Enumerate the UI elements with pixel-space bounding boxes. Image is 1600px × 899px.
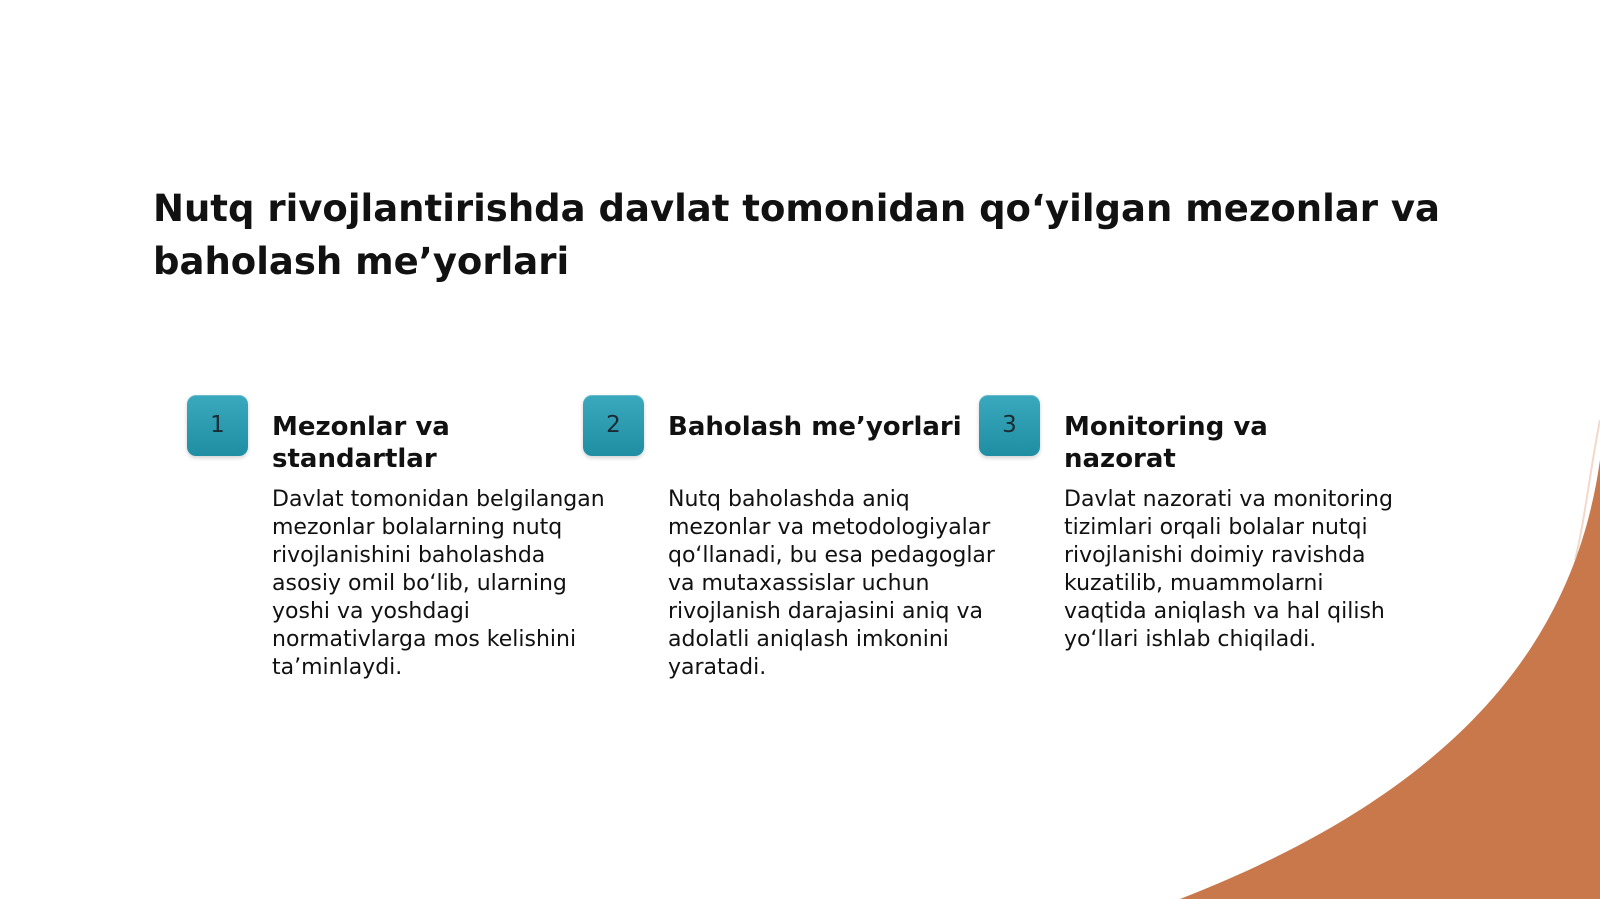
card-title-3: Monitoring va nazorat — [1064, 412, 1268, 474]
card-text-3: Davlat nazorati va monitoring tizimlari orqali bolalar nutqi rivojlanishi doimiy ravishda kuzatilib, muammolarni vaqtida aniqlash va hal qilish yo‘llari ishlab chiqiladi. — [1064, 487, 1393, 652]
card-title-2: Baholash me’yorlari — [668, 412, 962, 442]
card-title-1: Mezonlar va standartlar — [272, 412, 450, 474]
criteria-card-2 — [583, 395, 995, 695]
number-badge-1: 1 — [187, 395, 248, 456]
criteria-card-1 — [187, 395, 605, 695]
criteria-card-3 — [979, 395, 1393, 695]
card-text-2: Nutq baholashda aniq mezonlar va metodologiyalar qo‘llanadi, bu esa pedagoglar va mutaxassislar uchun rivojlanish darajasini aniq va adolatli aniqlash imkonini yaratadi. — [668, 487, 995, 680]
number-badge-3: 3 — [979, 395, 1040, 456]
page-title: Nutq rivojlantirishda davlat tomonidan qo‘yilgan mezonlar va baholash me’yorlari — [153, 187, 1440, 283]
card-text-1: Davlat tomonidan belgilangan mezonlar bolalarning nutq rivojlanishini baholashda asosiy omil bo‘lib, ularning yoshi va yoshdagi normativlarga mos kelishini ta’minlaydi. — [272, 487, 605, 680]
number-badge-2: 2 — [583, 395, 644, 456]
